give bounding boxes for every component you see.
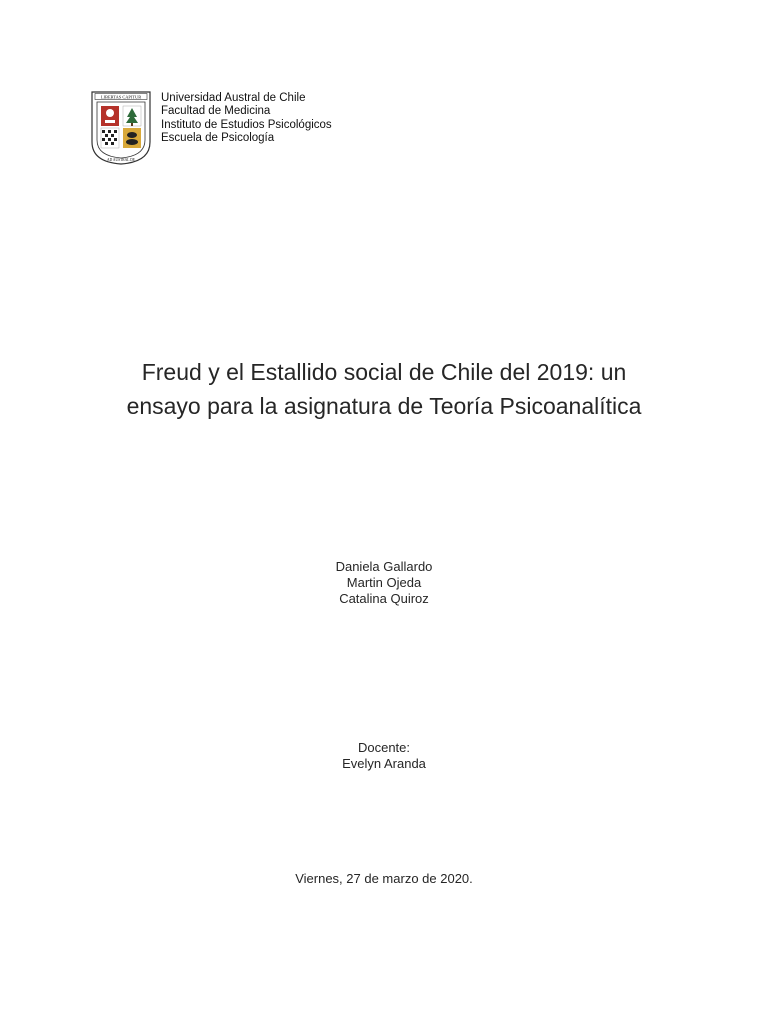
university-crest-logo	[90, 90, 152, 166]
authors-block	[0, 559, 768, 607]
faculty-name: Facultad de Medicina	[161, 105, 271, 118]
title-line-2: ensayo para la asignatura de Teoría Psicoanalítica	[126, 393, 642, 419]
instructor-name: Evelyn Aranda	[342, 756, 426, 771]
submission-date: Viernes, 27 de marzo de 2020.	[295, 871, 473, 886]
school-name: Escuela de Psicología	[161, 132, 275, 145]
institution-header	[90, 90, 332, 166]
author-name: Catalina Quiroz	[339, 591, 429, 606]
institute-name: Instituto de Estudios Psicológicos	[161, 118, 332, 131]
institution-lines	[161, 92, 332, 146]
svg-text:LIBERTAS CAPITUR: LIBERTAS CAPITUR	[100, 94, 142, 100]
author-name: Martin Ojeda	[346, 575, 422, 590]
instructor-block	[0, 740, 768, 772]
university-name: Universidad Austral de Chile	[161, 92, 306, 104]
svg-text:AD AUSTRAL DE: AD AUSTRAL DE	[106, 158, 136, 162]
instructor-label: Docente:	[357, 740, 411, 755]
essay-title	[0, 355, 768, 423]
title-line-1: Freud y el Estallido social de Chile del 2019: un	[141, 359, 627, 385]
author-name: Daniela Gallardo	[335, 559, 433, 574]
